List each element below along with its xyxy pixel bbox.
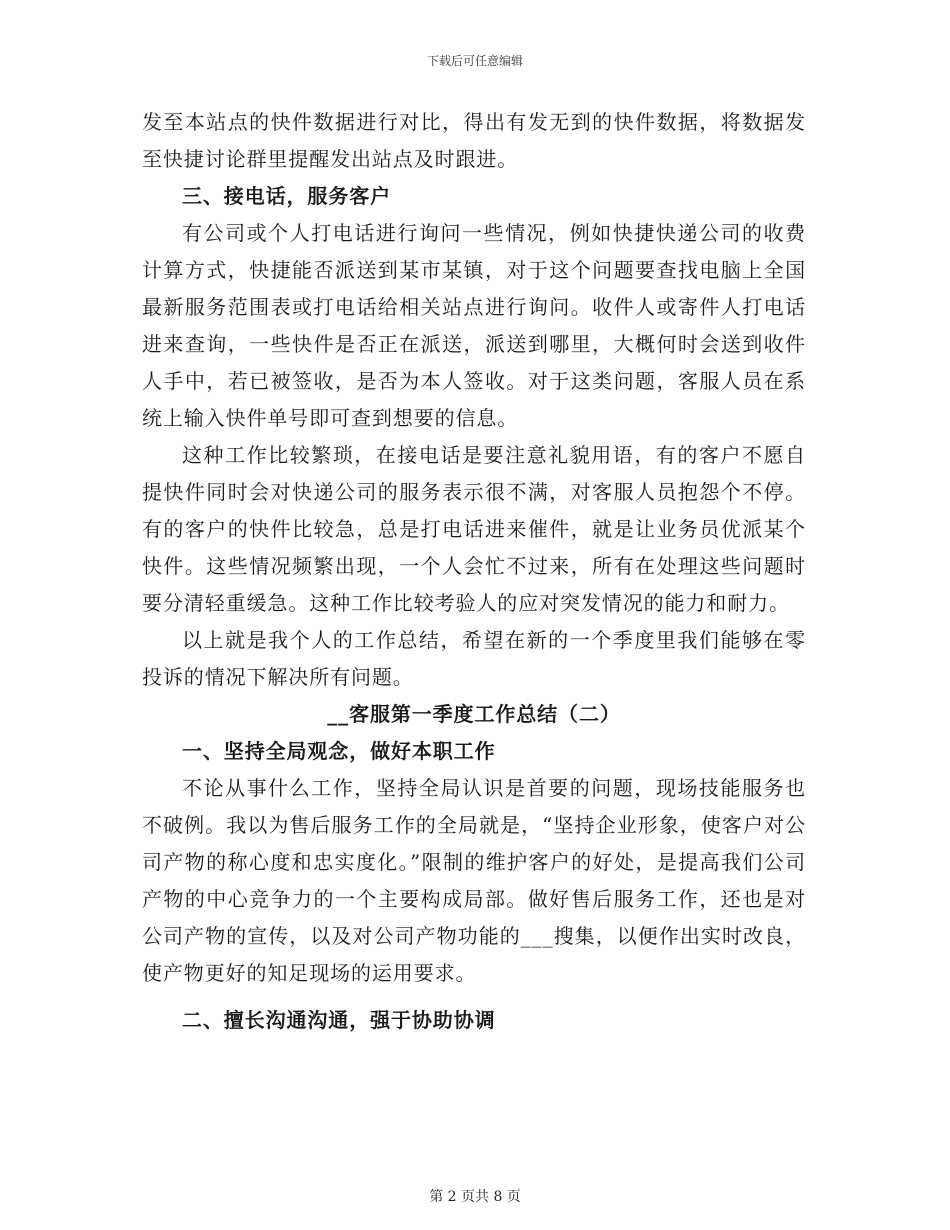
page-footer: 第 2 页共 8 页	[429, 1189, 521, 1205]
page-header: 下载后可任意编辑	[426, 54, 523, 68]
paragraph: 以上就是我个人的工作总结，希望在新的一个季度里我们能够在零投诉的情况下解决所有问题。	[142, 628, 806, 689]
paragraph: 有公司或个人打电话进行询问一些情况，例如快捷快递公司的收费计算方式，快捷能否派送到某市某镇，对于这个问题要查找电脑上全国最新服务范围表或打电话给相关站点进行询问。收件人或寄件人打电话进来查询，一些快件是否正在派送，派送到哪里，大概何时会送到收件人手中，若已被签收，是否为本人签收。对于这类问题，客服人员在系统上输入快件单号即可查到想要的信息。	[142, 221, 806, 430]
section-heading: 三、接电话，服务客户	[182, 184, 391, 208]
section-heading: 一、坚持全局观念，做好本职工作	[182, 739, 496, 763]
document-body	[142, 104, 806, 1039]
section-heading: 二、擅长沟通沟通，强于协助协调	[182, 1008, 496, 1032]
paragraph: 不论从事什么工作，坚持全局认识是首要的问题，现场技能服务也不破例。我以为售后服务工作的全局就是，“坚持企业形象，使客户对公司产物的称心度和忠实度化。”限制的维护客户的好处，是提高我们公司产物的中心竞争力的一个主要构成局部。做好售后服务工作，还也是对公司产物的宣传，以及对公司产物功能的___搜集，以便作出实时改良，使产物更好的知足现场的运用要求。	[142, 776, 806, 985]
paragraph: 发至本站点的快件数据进行对比，得出有发无到的快件数据，将数据发至快捷讨论群里提醒发出站点及时跟进。	[142, 110, 806, 171]
document-title: __客服第一季度工作总结（二）	[327, 702, 621, 726]
paragraph: 这种工作比较繁琐，在接电话是要注意礼貌用语，有的客户不愿自提快件同时会对快递公司的服务表示很不满，对客服人员抱怨个不停。有的客户的快件比较急，总是打电话进来催件，就是让业务员优派某个快件。这些情况频繁出现，一个人会忙不过来，所有在处理这些问题时要分清轻重缓急。这种工作比较考验人的应对突发情况的能力和耐力。	[142, 443, 806, 615]
